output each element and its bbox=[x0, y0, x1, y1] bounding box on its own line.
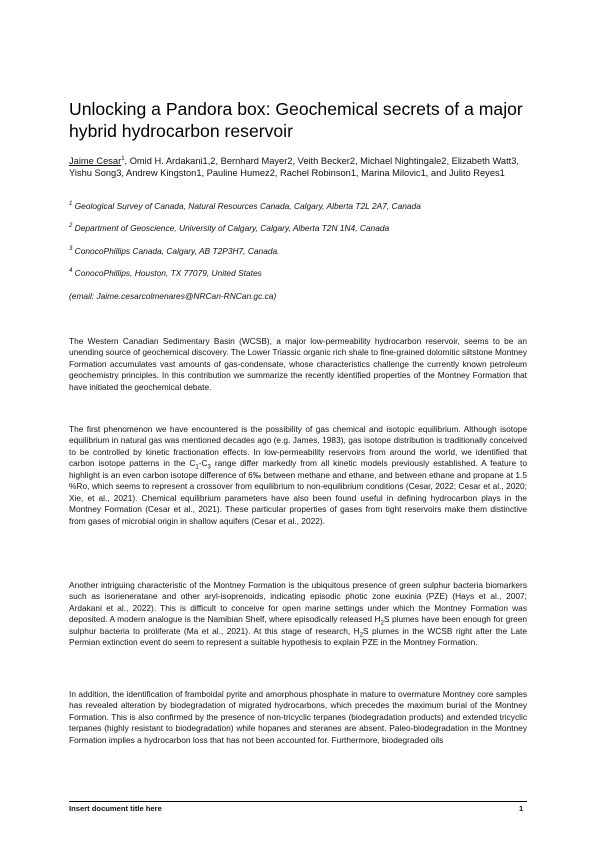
affiliation-3: $^3$ ConocoPhillips Canada, Calgary, AB T2P3H7, Canada. bbox=[69, 246, 280, 256]
author-list bbox=[69, 155, 527, 179]
paragraph-photic-zone-euxinia: Another intriguing characteristic of the Montney Formation is the ubiquitous presence of green sulphur bacteria biomarkers such as isorieneratane and other aryl-isoprenoids, indicating episodic photic zone euxinia (PZE) (Hays et al., 2007; Ardakani et al., 2022). This is difficult to conceive for open marine settings under which the Montney Formation was deposited. A modern analogue is the Namibian Shelf, where episodically released $H_2S$ plumes have been enough for green sulphur bacteria to proliferate (Ma et al., 2021). At this stage of research, $H_2S$ plumes in the WCSB right after the Late Permian extinction event do seem to represent a suitable hypothesis to explain PZE in the Montney Formation. bbox=[69, 580, 527, 648]
other-authors: , Omid H. Ardakani1,2, Bernhard Mayer2, Veith Becker2, Michael Nightingale2, Elizabeth Watt3, Yishu Song3, Andrew Kingston1, Pauline Humez2, Rachel Robinson1, Marina Milovic1, and Julito Reyes1 bbox=[69, 156, 519, 178]
paper-title: Unlocking a Pandora box: Geochemical secrets of a major hybrid hydrocarbon reservoir bbox=[69, 99, 523, 141]
affiliation-4: $^4$ ConocoPhillips, Houston, TX 77079, United States bbox=[69, 268, 262, 278]
affiliation-1: $^1$ Geological Survey of Canada, Natural Resources Canada, Calgary, Alberta T2L 2A7, Canada bbox=[69, 201, 421, 211]
paragraph-gas-equilibrium: The first phenomenon we have encountered is the possibility of gas chemical and isotopic equilibrium. Although isotope equilibrium in natural gas was mentioned decades ago (e.g. James, 1983), gas isotope distribution is traditionally conceived to be controlled by kinetic fractionation effects. In low-permeability reservoirs from around the world, we identified that carbon isotope patterns in the $C_1-C_3$ range differ markedly from all kinetic models previously established. A feature to highlight is an even carbon isotope difference of 6‰ between methane and ethane, and between ethane and propane at 1.5 %Ro, which seems to represent a crossover from equilibrium to non-equilibrium conditions (Cesar, 2022; Cesar et al., 2020; Xie, et al., 2021). Chemical equilibrium parameters have also been found useful in defining hydrocarbon plays in the Montney Formation (Cesar et al., 2021). These particular properties of gases from tight reservoirs make them distinctive from gases of microbial origin in shallow aquifers (Cesar et al., 2022). bbox=[69, 424, 527, 526]
footer-document-title: Insert document title here bbox=[69, 804, 162, 813]
paragraph-intro: The Western Canadian Sedimentary Basin (WCSB), a major low-permeability hydrocarbon reservoir, seems to be an unending source of geochemical discovery. The Lower Triassic organic rich shale to fine-grained dolomitic siltstone Montney Formation accumulates vast amounts of gas-condensate, whose characteristics challenge the currently known petroleum geochemistry principles. In this contribution we summarize the recently identified properties of the Montney Formation that have initiated the geochemical debate. bbox=[69, 336, 527, 392]
contact-email: (email: Jaime.cesarcolmenares@NRCan-RNCan.gc.ca) bbox=[69, 291, 277, 301]
first-author: Jaime Cesar bbox=[69, 156, 122, 166]
first-author-affiliation-mark: 1 bbox=[121, 155, 125, 162]
footer-page-number: 1 bbox=[519, 804, 524, 813]
paragraph-biodegradation: In addition, the identification of framboidal pyrite and amorphous phosphate in mature to overmature Montney core samples has revealed alteration by biodegradation of migrated hydrocarbons, which precedes the maximum burial of the Montney Formation. This is also confirmed by the presence of non-tricyclic terpanes (biodegradation products) and extended tricyclic terpanes (highly resistant to biodegradation) while hopanes and steranes are absent. Paleo-biodegradation in the Montney Formation implies a hydrocarbon loss that has not been accounted for. Furthermore, biodegraded oils bbox=[69, 689, 527, 745]
affiliation-2: $^2$ Department of Geoscience, University of Calgary, Calgary, Alberta T2N 1N4, Canada bbox=[69, 223, 390, 233]
footer-divider bbox=[69, 801, 527, 802]
